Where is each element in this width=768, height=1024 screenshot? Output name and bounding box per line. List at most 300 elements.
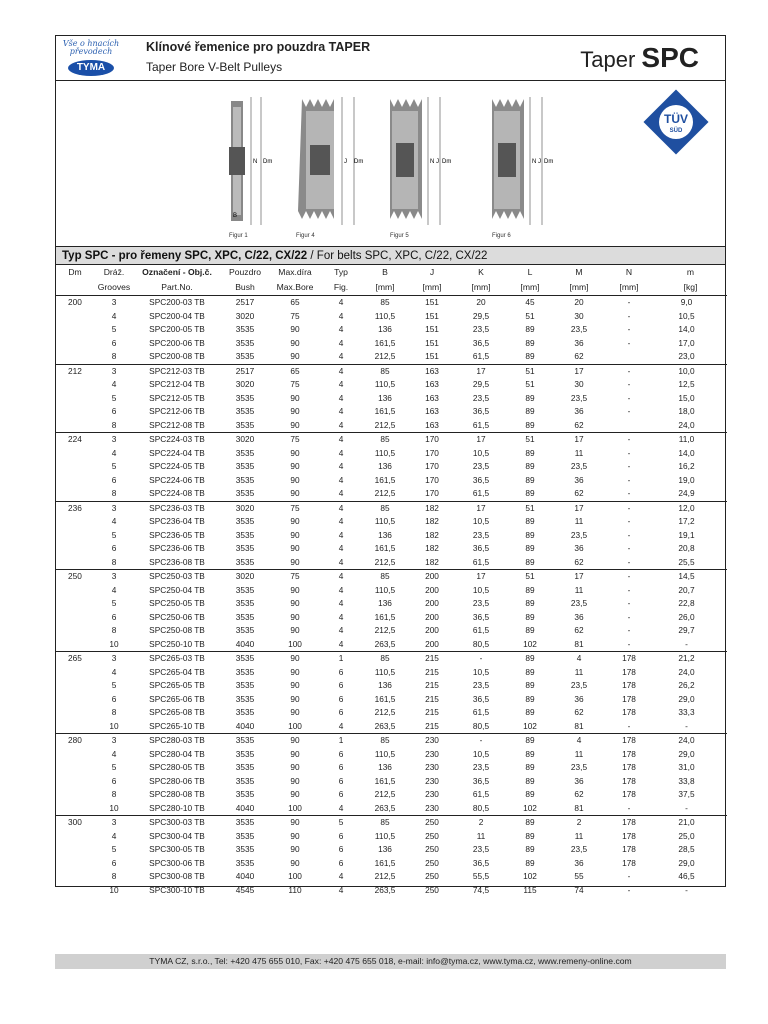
cell-part: SPC200-03 TB xyxy=(134,296,220,310)
cell-part: SPC236-03 TB xyxy=(134,501,220,515)
cell-l: 89 xyxy=(525,611,535,622)
cell-dm xyxy=(56,720,94,734)
cell-mass: 33,8 xyxy=(678,775,695,786)
cell-part: SPC224-04 TB xyxy=(149,447,205,458)
cell-part: SPC224-05 TB xyxy=(149,461,205,471)
cell-l: 89 xyxy=(525,748,535,759)
table-row xyxy=(56,597,727,611)
cell-n: - xyxy=(627,324,631,334)
cell-k: 36,5 xyxy=(472,474,490,485)
cell-k: 23,5 xyxy=(472,461,490,471)
cell-fig: 4 xyxy=(338,516,344,526)
table-row xyxy=(56,843,727,857)
cell-b: 161,5 xyxy=(374,543,396,553)
cell-k: 17 xyxy=(456,501,506,515)
cell-fig: 4 xyxy=(338,447,344,458)
cell-grooves: 8 xyxy=(111,625,117,635)
cell-l: 89 xyxy=(525,324,535,334)
cell-grooves: 3 xyxy=(94,501,134,515)
cell-grooves: 8 xyxy=(111,351,117,361)
cell-l: 45 xyxy=(506,296,554,310)
cell-b: 110,5 xyxy=(374,830,396,841)
cell-mass: 29,7 xyxy=(678,625,695,635)
cell-mass: - xyxy=(685,720,688,731)
svg-text:N J: N J xyxy=(532,159,541,165)
table-row xyxy=(56,652,727,666)
cell-dm xyxy=(56,857,94,871)
cell-maxbore: 90 xyxy=(290,857,300,868)
cell-mass: 14,5 xyxy=(654,570,727,584)
cell-k: 36,5 xyxy=(472,775,490,786)
cell-mass: 25,5 xyxy=(678,556,695,567)
cell-fig: 4 xyxy=(338,337,344,348)
table-row xyxy=(56,611,727,625)
table-row xyxy=(56,378,727,392)
table-row xyxy=(56,788,727,802)
cell-fig: 4 xyxy=(338,310,344,321)
cell-b: 263,5 xyxy=(374,720,396,731)
cell-j: 250 xyxy=(425,884,439,895)
cell-j: 230 xyxy=(425,802,439,813)
cell-k: 10,5 xyxy=(472,748,490,759)
cell-maxbore: 75 xyxy=(290,310,300,321)
cell-b: 161,5 xyxy=(374,406,396,416)
cell-mass: 26,2 xyxy=(678,680,695,690)
cell-dm: 250 xyxy=(56,570,94,584)
cell-n: - xyxy=(604,433,654,447)
cell-k: 11 xyxy=(476,830,486,841)
cell-l: 89 xyxy=(525,351,535,361)
cell-dm xyxy=(56,392,94,406)
cell-dm: 280 xyxy=(56,734,94,748)
cell-j: 163 xyxy=(425,392,439,403)
cell-k: 17 xyxy=(456,364,506,378)
cell-m: 36 xyxy=(574,857,584,868)
cell-n: 178 xyxy=(622,707,636,717)
tyma-logo xyxy=(62,40,120,78)
cell-fig: 4 xyxy=(338,406,344,416)
cell-maxbore: 90 xyxy=(290,474,300,485)
cell-l: 89 xyxy=(525,693,535,704)
col-mass-unit: [kg] xyxy=(654,280,727,296)
svg-text:Dm: Dm xyxy=(354,159,364,165)
cell-m: 62 xyxy=(574,351,584,361)
cell-n: - xyxy=(627,884,631,895)
cell-b: 263,5 xyxy=(374,884,396,895)
cell-n: 178 xyxy=(622,844,636,854)
table-row xyxy=(56,775,727,789)
table-row xyxy=(56,816,727,830)
cell-l: 89 xyxy=(525,406,535,416)
cell-grooves: 3 xyxy=(94,364,134,378)
cell-l: 89 xyxy=(525,488,535,498)
cell-m: 20 xyxy=(554,296,604,310)
cell-maxbore: 90 xyxy=(290,461,300,471)
cell-fig: 6 xyxy=(338,830,344,841)
cell-grooves: 3 xyxy=(94,734,134,748)
col-bush-sub: Bush xyxy=(220,280,270,296)
table-row xyxy=(56,487,727,501)
cell-part: SPC280-05 TB xyxy=(149,762,205,772)
cell-dm xyxy=(56,542,94,556)
cell-dm xyxy=(56,460,94,474)
cell-fig: 4 xyxy=(338,474,344,485)
cell-j: 163 xyxy=(425,419,439,430)
cell-bush: 4040 xyxy=(235,802,255,813)
cell-l: 89 xyxy=(525,857,535,868)
cell-m: 62 xyxy=(574,625,584,635)
cell-mass: 24,0 xyxy=(654,734,727,748)
cell-dm xyxy=(56,788,94,802)
cell-maxbore: 90 xyxy=(290,611,300,622)
cell-k: 36,5 xyxy=(472,406,490,416)
cell-j: 200 xyxy=(408,570,456,584)
type-bar-bold: Typ SPC - pro řemeny SPC, XPC, C/22, CX/22 xyxy=(62,250,308,262)
table-row xyxy=(56,556,727,570)
cell-k: 36,5 xyxy=(472,543,490,553)
cell-dm xyxy=(56,775,94,789)
cell-grooves: 6 xyxy=(111,611,117,622)
cell-k: 17 xyxy=(456,433,506,447)
cell-maxbore: 90 xyxy=(290,830,300,841)
table-row xyxy=(56,364,727,378)
cell-mass: 14,0 xyxy=(678,324,695,334)
cell-maxbore: 110 xyxy=(288,884,302,895)
figure-6-label: Figur 6 xyxy=(492,233,511,239)
cell-mass: 12,0 xyxy=(654,501,727,515)
cell-mass: 12,5 xyxy=(678,379,695,389)
cell-maxbore: 90 xyxy=(290,392,300,403)
cell-k: 80,5 xyxy=(472,638,490,649)
cell-fig: 4 xyxy=(338,584,344,595)
cell-mass: 10,0 xyxy=(654,364,727,378)
series-title xyxy=(580,42,699,74)
cell-mass: 24,0 xyxy=(678,666,695,677)
cell-dm xyxy=(56,748,94,762)
cell-bush: 2517 xyxy=(220,364,270,378)
cell-k: 61,5 xyxy=(472,707,490,717)
cell-b: 212,5 xyxy=(374,351,396,361)
cell-n: - xyxy=(604,296,654,310)
cell-l: 89 xyxy=(525,556,535,567)
cell-part: SPC236-04 TB xyxy=(149,516,205,526)
cell-part: SPC200-08 TB xyxy=(149,351,205,361)
cell-n: - xyxy=(604,364,654,378)
cell-l: 89 xyxy=(525,474,535,485)
cell-part: SPC250-10 TB xyxy=(149,638,205,649)
cell-grooves: 3 xyxy=(94,816,134,830)
cell-bush: 3535 xyxy=(235,324,255,334)
cell-maxbore: 90 xyxy=(290,584,300,595)
cell-m: 36 xyxy=(574,611,584,622)
cell-k: 29,5 xyxy=(472,379,490,389)
cell-j: 170 xyxy=(425,461,439,471)
table-row xyxy=(56,350,727,364)
svg-text:N J: N J xyxy=(430,159,439,165)
cell-maxbore: 90 xyxy=(290,789,300,799)
cell-part: SPC224-06 TB xyxy=(149,474,205,485)
cell-bush: 3535 xyxy=(235,584,255,595)
cell-j: 215 xyxy=(425,666,439,677)
cell-fig: 6 xyxy=(338,857,344,868)
cell-b: 136 xyxy=(378,529,392,540)
cell-part: SPC280-06 TB xyxy=(149,775,205,786)
col-dm-sub xyxy=(56,280,94,296)
cell-dm: 236 xyxy=(56,501,94,515)
cell-bush: 3535 xyxy=(235,488,255,498)
cell-mass: 21,2 xyxy=(654,652,727,666)
col-mass: m xyxy=(686,267,695,277)
cell-l: 89 xyxy=(525,337,535,348)
cell-fig: 4 xyxy=(338,392,344,403)
col-j-unit: [mm] xyxy=(408,280,456,296)
cell-part: SPC212-08 TB xyxy=(149,419,205,430)
cell-mass: 24,9 xyxy=(678,488,695,498)
cell-dm xyxy=(56,830,94,844)
cell-fig: 4 xyxy=(320,570,362,584)
cell-j: 151 xyxy=(425,337,439,348)
cell-j: 200 xyxy=(425,584,439,595)
cell-k: 2 xyxy=(456,816,506,830)
cell-m: 36 xyxy=(574,693,584,704)
cell-k: 36,5 xyxy=(472,693,490,704)
table-row xyxy=(56,666,727,680)
table-row xyxy=(56,296,727,310)
cell-mass: 11,0 xyxy=(654,433,727,447)
cell-maxbore: 90 xyxy=(290,324,300,334)
cell-grooves: 5 xyxy=(111,461,117,471)
header-row-2 xyxy=(56,280,727,296)
cell-b: 85 xyxy=(362,364,408,378)
svg-text:B: B xyxy=(233,213,238,219)
cell-l: 89 xyxy=(525,598,535,608)
pulley-table xyxy=(56,265,727,897)
cell-b: 136 xyxy=(378,461,392,471)
cell-part: SPC265-08 TB xyxy=(149,707,205,717)
col-maxbore: Max.díra xyxy=(278,267,312,277)
cell-k: 29,5 xyxy=(472,310,490,321)
cell-n: 178 xyxy=(604,652,654,666)
cell-dm xyxy=(56,419,94,433)
cell-dm xyxy=(56,706,94,720)
figure-6-drawing xyxy=(484,87,560,239)
cell-j: 200 xyxy=(425,611,439,622)
cell-n: - xyxy=(627,310,631,321)
cell-dm xyxy=(56,611,94,625)
col-fig: Typ xyxy=(334,267,348,277)
cell-j: 200 xyxy=(425,638,439,649)
cell-grooves: 4 xyxy=(111,310,117,321)
cell-b: 85 xyxy=(362,501,408,515)
cell-fig: 1 xyxy=(320,652,362,666)
cell-j: 163 xyxy=(425,379,439,389)
cell-j: 200 xyxy=(425,625,439,635)
cell-grooves: 8 xyxy=(111,871,117,881)
cell-n: - xyxy=(627,638,631,649)
cell-n: - xyxy=(627,598,631,608)
cell-n: - xyxy=(627,556,631,567)
cell-fig: 4 xyxy=(338,488,344,498)
cell-b: 161,5 xyxy=(374,611,396,622)
cell-k: 10,5 xyxy=(472,666,490,677)
table-row xyxy=(56,734,727,748)
cell-n: 178 xyxy=(604,734,654,748)
cell-mass: 15,0 xyxy=(678,392,695,403)
cell-k: 23,5 xyxy=(472,392,490,403)
table-row xyxy=(56,624,727,638)
type-bar xyxy=(56,247,725,265)
cell-part: SPC300-05 TB xyxy=(149,844,205,854)
table-row xyxy=(56,392,727,406)
cell-mass: 25,0 xyxy=(678,830,695,841)
cell-grooves: 3 xyxy=(94,296,134,310)
cell-m: 23,5 xyxy=(570,392,588,403)
cell-dm xyxy=(56,884,94,898)
cell-m: 30 xyxy=(574,379,584,389)
cell-fig: 6 xyxy=(338,844,344,854)
cell-fig: 4 xyxy=(320,501,362,515)
cell-k: 61,5 xyxy=(472,351,490,361)
cell-mass: 17,0 xyxy=(678,337,695,348)
col-part: Označení - Obj.č. xyxy=(142,267,212,277)
cell-bush: 3535 xyxy=(235,707,255,717)
table-row xyxy=(56,761,727,775)
cell-part: SPC212-05 TB xyxy=(149,392,205,403)
cell-dm: 300 xyxy=(56,816,94,830)
cell-n: - xyxy=(627,720,631,731)
cell-l: 89 xyxy=(525,543,535,553)
cell-k: 61,5 xyxy=(472,556,490,567)
cell-mass: 31,0 xyxy=(678,762,695,772)
col-b: B xyxy=(382,267,388,277)
cell-part: SPC250-05 TB xyxy=(149,598,205,608)
cell-bush: 3535 xyxy=(235,351,255,361)
cell-part: SPC236-05 TB xyxy=(149,529,205,540)
cell-b: 110,5 xyxy=(374,379,396,389)
cell-mass: - xyxy=(685,638,688,649)
cell-k: 55,5 xyxy=(472,871,490,881)
cell-maxbore: 90 xyxy=(290,844,300,854)
table-row xyxy=(56,638,727,652)
cell-j: 200 xyxy=(425,598,439,608)
cell-fig: 4 xyxy=(338,871,344,881)
cell-maxbore: 90 xyxy=(290,556,300,567)
cell-maxbore: 90 xyxy=(290,447,300,458)
table-row xyxy=(56,529,727,543)
cell-j: 182 xyxy=(425,516,439,526)
cell-dm xyxy=(56,638,94,652)
cell-mass: 21,0 xyxy=(654,816,727,830)
footer-contact: TYMA CZ, s.r.o., Tel: +420 475 655 010, Fax: +420 475 655 018, e-mail: info@tyma.cz, www.tyma.cz, www.remeny-online.com xyxy=(55,954,726,969)
cell-maxbore: 90 xyxy=(290,775,300,786)
col-m-unit: [mm] xyxy=(554,280,604,296)
cell-fig: 4 xyxy=(338,461,344,471)
cell-j: 170 xyxy=(425,474,439,485)
cell-part: SPC224-03 TB xyxy=(134,433,220,447)
cell-b: 161,5 xyxy=(374,474,396,485)
cell-bush: 3020 xyxy=(220,570,270,584)
svg-text:Dm: Dm xyxy=(544,159,554,165)
cell-b: 110,5 xyxy=(374,310,396,321)
table-row xyxy=(56,748,727,762)
cell-l: 89 xyxy=(525,707,535,717)
figure-1-label: Figur 1 xyxy=(229,233,248,239)
cell-j: 151 xyxy=(408,296,456,310)
cell-grooves: 10 xyxy=(109,638,119,649)
cell-n: 178 xyxy=(622,762,636,772)
cell-b: 212,5 xyxy=(374,556,396,567)
cell-l: 89 xyxy=(525,584,535,595)
cell-fig: 4 xyxy=(338,543,344,553)
cell-maxbore: 90 xyxy=(290,680,300,690)
cell-dm xyxy=(56,802,94,816)
cell-fig: 4 xyxy=(338,638,344,649)
tuv-text: TÜV xyxy=(664,112,688,126)
cell-grooves: 8 xyxy=(111,707,117,717)
cell-b: 212,5 xyxy=(374,625,396,635)
svg-text:N: N xyxy=(253,159,258,165)
cell-mass: 20,8 xyxy=(678,543,695,553)
cell-n: 178 xyxy=(622,680,636,690)
cell-maxbore: 90 xyxy=(290,693,300,704)
cell-maxbore: 75 xyxy=(290,379,300,389)
cell-j: 170 xyxy=(408,433,456,447)
cell-part: SPC224-08 TB xyxy=(149,488,205,498)
cell-fig: 6 xyxy=(338,789,344,799)
cell-n: - xyxy=(627,871,631,881)
cell-b: 85 xyxy=(362,734,408,748)
cell-mass: 22,8 xyxy=(678,598,695,608)
cell-n: - xyxy=(627,625,631,635)
cell-grooves: 5 xyxy=(111,598,117,608)
cell-l: 102 xyxy=(523,720,537,731)
cell-fig: 4 xyxy=(338,351,344,361)
cell-bush: 3535 xyxy=(235,543,255,553)
cell-grooves: 3 xyxy=(94,433,134,447)
cell-grooves: 10 xyxy=(109,884,119,895)
cell-grooves: 10 xyxy=(109,802,119,813)
cell-fig: 4 xyxy=(320,364,362,378)
cell-fig: 5 xyxy=(320,816,362,830)
cell-l: 89 xyxy=(525,625,535,635)
cell-m: 23,5 xyxy=(570,324,588,334)
cell-grooves: 10 xyxy=(109,720,119,731)
cell-b: 263,5 xyxy=(374,802,396,813)
cell-bush: 3535 xyxy=(235,830,255,841)
cell-part: SPC212-03 TB xyxy=(134,364,220,378)
cell-m: 36 xyxy=(574,406,584,416)
cell-j: 250 xyxy=(425,857,439,868)
cell-j: 215 xyxy=(408,652,456,666)
cell-m: 11 xyxy=(574,666,584,677)
cell-b: 85 xyxy=(362,296,408,310)
cell-j: 151 xyxy=(425,310,439,321)
col-b-unit: [mm] xyxy=(362,280,408,296)
cell-part: SPC280-10 TB xyxy=(149,802,205,813)
cell-n: - xyxy=(627,406,631,416)
cell-n: - xyxy=(627,802,631,813)
catalog-sheet xyxy=(55,35,726,895)
table-row xyxy=(56,870,727,884)
cell-m: 11 xyxy=(574,447,584,458)
cell-bush: 4545 xyxy=(235,884,255,895)
cell-maxbore: 90 xyxy=(290,625,300,635)
cell-m: 4 xyxy=(554,652,604,666)
cell-fig: 4 xyxy=(338,324,344,334)
cell-n: 178 xyxy=(622,666,636,677)
cell-dm: 265 xyxy=(56,652,94,666)
cell-maxbore: 75 xyxy=(270,501,320,515)
